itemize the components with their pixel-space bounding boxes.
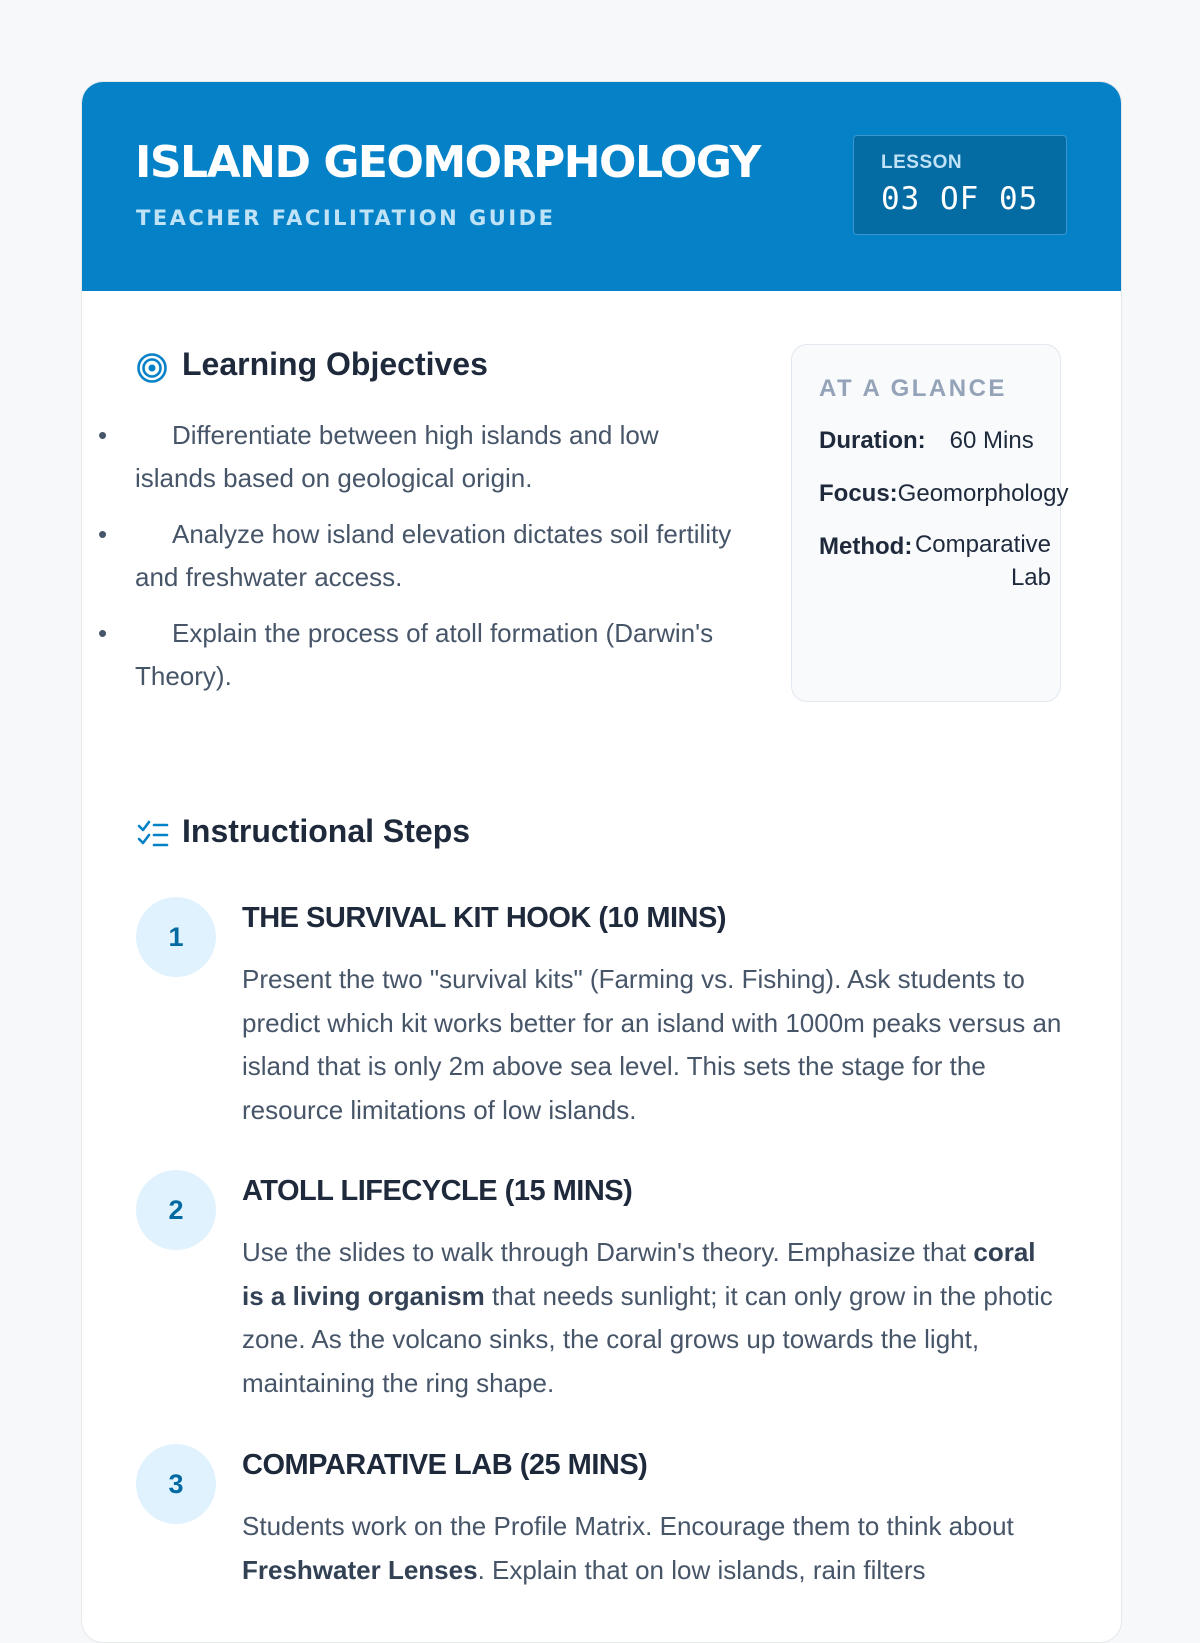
lesson-subtitle: TEACHER FACILITATION GUIDE	[136, 206, 556, 230]
lesson-title: ISLAND GEOMORPHOLOGY	[135, 137, 760, 188]
step-title: THE SURVIVAL KIT HOOK (10 MINS)	[242, 902, 726, 934]
step-body-text: . Explain that on low islands, rain filters	[477, 1554, 926, 1585]
step-body	[242, 1505, 1062, 1592]
target-icon	[136, 352, 168, 384]
objectives-heading: Learning Objectives	[182, 346, 488, 382]
step-title: COMPARATIVE LAB (25 MINS)	[242, 1449, 648, 1481]
step-body-text: that needs sunlight; it can only grow in the photic zone. As the volcano sinks, the coral grows up towards the light, maintaining the ring shape.	[242, 1280, 1053, 1398]
lesson-header	[82, 82, 1121, 291]
step-body-text: Use the slides to walk through Darwin's theory. Emphasize that	[242, 1237, 974, 1267]
lesson-counter-value: 03 OF 05	[881, 181, 1039, 217]
at-a-glance-panel	[791, 344, 1069, 702]
lesson-card	[81, 81, 1122, 1643]
step-body-text: Students work on the Profile Matrix. Encourage them to think about	[242, 1511, 1014, 1541]
list-item: • Analyze how island elevation dictates soil fertility and freshwater access.	[135, 513, 735, 599]
glance-method	[819, 533, 1051, 594]
step-title: ATOLL LIFECYCLE (15 MINS)	[242, 1175, 633, 1207]
lesson-counter	[853, 135, 1067, 235]
objectives-list	[135, 414, 735, 711]
step-number-badge: 1	[136, 897, 216, 977]
steps-heading: Instructional Steps	[182, 813, 471, 849]
method-value: Comparative Lab	[914, 531, 1051, 591]
step-number-badge: 3	[136, 1444, 216, 1524]
step-body-emphasis: coral is a living organism	[242, 1237, 1036, 1311]
step-body: Present the two "survival kits" (Farming vs. Fishing). Ask students to predict which kit works better for an island with 1000m peaks versus an island that is only 2m above sea level. This sets the stage for the resource limitations of low islands.	[242, 964, 1062, 1125]
lesson-counter-label: LESSON	[881, 152, 963, 173]
glance-duration	[819, 427, 1051, 455]
checklist-icon	[137, 820, 169, 850]
glance-title: AT A GLANCE	[819, 375, 1007, 402]
step-body-emphasis: Freshwater Lenses	[242, 1554, 478, 1585]
list-item: • Differentiate between high islands and low islands based on geological origin.	[135, 414, 735, 500]
step-number-badge: 2	[136, 1170, 216, 1250]
duration-value: 60 Mins	[949, 427, 1034, 454]
focus-value: Geomorphology	[897, 480, 1069, 507]
glance-focus	[819, 480, 1069, 508]
duration-label: Duration:	[819, 427, 926, 454]
step-body	[242, 1231, 1062, 1405]
method-label: Method:	[819, 533, 913, 560]
focus-label: Focus:	[819, 480, 898, 507]
list-item: • Explain the process of atoll formation (Darwin's Theory).	[135, 612, 735, 698]
